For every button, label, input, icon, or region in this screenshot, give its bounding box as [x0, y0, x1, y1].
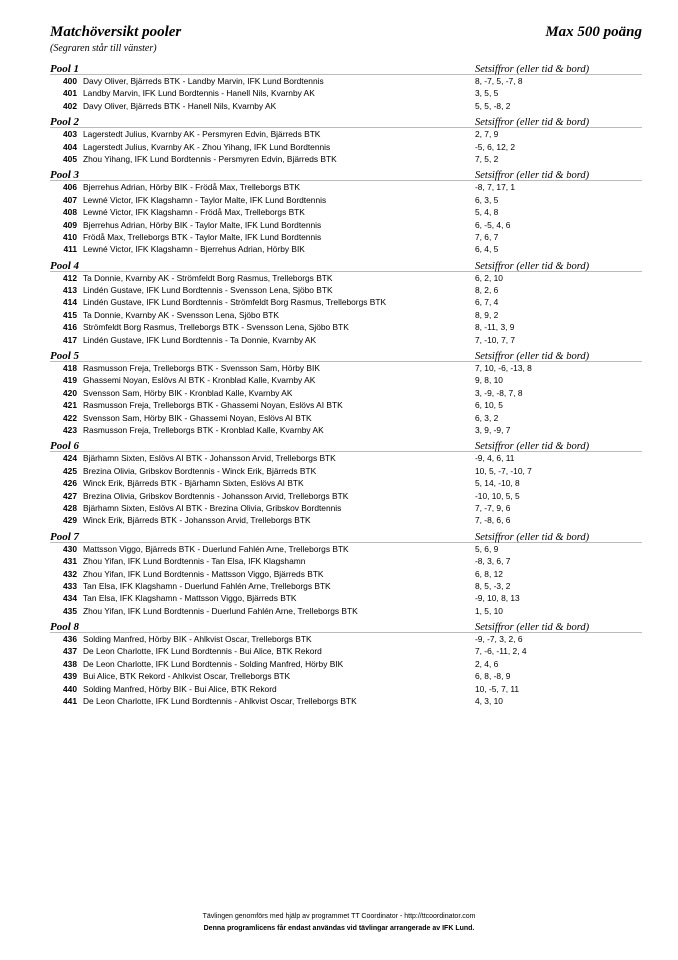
match-row: [50, 321, 642, 333]
pool-header: [50, 349, 642, 362]
match-number: 437: [63, 646, 77, 657]
match-number: 435: [63, 605, 77, 616]
match-number: 424: [63, 453, 77, 464]
match-players: Tan Elsa, IFK Klagshamn - Mattsson Viggo, Bjärreds BTK: [83, 593, 297, 604]
match-number: 405: [63, 153, 77, 164]
match-players: De Leon Charlotte, IFK Lund Bordtennis - Bui Alice, BTK Rekord: [83, 646, 322, 657]
match-score: 8, 5, -3, 2: [475, 580, 511, 591]
match-row: [50, 272, 642, 284]
results-column-header: Setsiffror (eller tid & bord): [475, 351, 590, 363]
match-row: [50, 514, 642, 526]
pool-name: Pool 6: [50, 440, 80, 453]
match-row: [50, 219, 642, 231]
results-column-header: Setsiffror (eller tid & bord): [475, 531, 590, 543]
match-number: 419: [63, 375, 77, 386]
match-row: [50, 465, 642, 477]
match-players: Bjärhamn Sixten, Eslövs AI BTK - Brezina Olivia, Gribskov Bordtennis: [83, 502, 342, 513]
match-players: Lindén Gustave, IFK Lund Bordtennis - Ta Donnie, Kvarnby AK: [83, 334, 317, 345]
match-score: 10, 5, -7, -10, 7: [475, 465, 532, 476]
pool-header: [50, 62, 642, 75]
match-score: 8, -11, 3, 9: [475, 322, 515, 333]
match-score: 1, 5, 10: [475, 605, 503, 616]
pool-name: Pool 2: [50, 116, 80, 129]
match-number: 407: [63, 194, 77, 205]
match-row: [50, 592, 642, 604]
match-score: 9, 8, 10: [475, 375, 503, 386]
match-players: Bjärhamn Sixten, Eslövs AI BTK - Johansson Arvid, Trelleborgs BTK: [83, 453, 336, 464]
match-players: Lindén Gustave, IFK Lund Bordtennis - Strömfeldt Borg Rasmus, Trelleborgs BTK: [83, 297, 387, 308]
page-subtitle: (Segraren står till vänster): [50, 43, 157, 54]
match-score: -9, 4, 6, 11: [475, 453, 515, 464]
match-row: [50, 633, 642, 645]
match-row: [50, 362, 642, 374]
match-number: 418: [63, 363, 77, 374]
match-score: 5, 14, -10, 8: [475, 478, 520, 489]
match-number: 417: [63, 334, 77, 345]
match-row: [50, 206, 642, 218]
match-number: 425: [63, 465, 77, 476]
match-number: 422: [63, 412, 77, 423]
match-score: 6, 7, 4: [475, 297, 499, 308]
match-score: 6, 2, 10: [475, 272, 503, 283]
match-row: [50, 374, 642, 386]
match-score: 3, 5, 5: [475, 88, 499, 99]
match-number: 439: [63, 671, 77, 682]
match-players: Solding Manfred, Hörby BIK - Bui Alice, BTK Rekord: [83, 683, 277, 694]
match-score: 6, 4, 5: [475, 244, 499, 255]
match-number: 441: [63, 696, 77, 707]
match-score: 6, 8, 12: [475, 568, 503, 579]
match-row: [50, 568, 642, 580]
match-number: 428: [63, 502, 77, 513]
match-score: 6, 8, -8, 9: [475, 671, 511, 682]
pool-header: [50, 530, 642, 543]
match-players: Svensson Sam, Hörby BIK - Ghassemi Noyan, Eslövs AI BTK: [83, 412, 312, 423]
match-score: 7, -6, -11, 2, 4: [475, 646, 527, 657]
match-row: [50, 670, 642, 682]
results-column-header: Setsiffror (eller tid & bord): [475, 170, 590, 182]
pool-header: [50, 439, 642, 452]
match-number: 440: [63, 683, 77, 694]
match-row: [50, 100, 642, 112]
pool-header: [50, 620, 642, 633]
match-row: [50, 658, 642, 670]
match-score: 4, 3, 10: [475, 696, 503, 707]
match-players: Lewné Victor, IFK Klagshamn - Taylor Malte, IFK Lund Bordtennis: [83, 194, 327, 205]
match-row: [50, 243, 642, 255]
results-column-header: Setsiffror (eller tid & bord): [475, 441, 590, 453]
match-players: Bjerrehus Adrian, Hörby BIK - Frödå Max, Trelleborgs BTK: [83, 182, 300, 193]
match-number: 421: [63, 400, 77, 411]
page-title: Matchöversikt pooler: [50, 24, 182, 40]
match-players: Ghassemi Noyan, Eslövs AI BTK - Kronblad Kalle, Kvarnby AK: [83, 375, 316, 386]
results-column-header: Setsiffror (eller tid & bord): [475, 260, 590, 272]
pool-name: Pool 5: [50, 350, 80, 363]
match-number: 423: [63, 424, 77, 435]
match-score: 3, -9, -8, 7, 8: [475, 387, 523, 398]
match-players: De Leon Charlotte, IFK Lund Bordtennis - Ahlkvist Oscar, Trelleborgs BTK: [83, 696, 357, 707]
results-column-header: Setsiffror (eller tid & bord): [475, 64, 590, 75]
match-number: 420: [63, 387, 77, 398]
match-players: Rasmusson Freja, Trelleborgs BTK - Svensson Sam, Hörby BIK: [83, 363, 320, 374]
match-row: [50, 477, 642, 489]
match-score: 10, -5, 7, 11: [475, 683, 520, 694]
match-players: Mattsson Viggo, Bjärreds BTK - Duerlund Fahlén Arne, Trelleborgs BTK: [83, 543, 349, 554]
match-players: Davy Oliver, Bjärreds BTK - Hanell Nils, Kvarnby AK: [83, 100, 277, 111]
match-row: [50, 580, 642, 592]
match-players: Ta Donnie, Kvarnby AK - Svensson Lena, Sjöbo BTK: [83, 309, 279, 320]
pool-name: Pool 4: [50, 259, 80, 272]
match-players: Lindén Gustave, IFK Lund Bordtennis - Svensson Lena, Sjöbo BTK: [83, 285, 333, 296]
match-players: Winck Erik, Bjärreds BTK - Bjärhamn Sixten, Eslövs AI BTK: [83, 478, 304, 489]
match-row: [50, 194, 642, 206]
match-row: [50, 87, 642, 99]
match-number: 413: [63, 285, 77, 296]
match-players: Bui Alice, BTK Rekord - Ahlkvist Oscar, Trelleborgs BTK: [83, 671, 291, 682]
match-number: 402: [63, 100, 77, 111]
match-players: Lagerstedt Julius, Kvarnby AK - Zhou Yihang, IFK Lund Bordtennis: [83, 141, 331, 152]
match-score: 6, -5, 4, 6: [475, 219, 511, 230]
match-row: [50, 296, 642, 308]
match-players: Bjerrehus Adrian, Hörby BIK - Taylor Malte, IFK Lund Bordtennis: [83, 219, 322, 230]
match-score: 7, 6, 7: [475, 231, 499, 242]
match-row: [50, 231, 642, 243]
match-score: 8, 9, 2: [475, 309, 499, 320]
pool-header: [50, 259, 642, 272]
match-number: 408: [63, 207, 77, 218]
match-players: Tan Elsa, IFK Klagshamn - Duerlund Fahlén Arne, Trelleborgs BTK: [83, 580, 331, 591]
match-number: 404: [63, 141, 77, 152]
pool-header: [50, 115, 642, 128]
match-score: -5, 6, 12, 2: [475, 141, 516, 152]
match-row: [50, 555, 642, 567]
match-score: 2, 4, 6: [475, 658, 499, 669]
match-number: 411: [63, 244, 77, 255]
match-number: 410: [63, 231, 77, 242]
match-players: Lewné Victor, IFK Klagshamn - Frödå Max, Trelleborgs BTK: [83, 207, 305, 218]
match-number: 430: [63, 543, 77, 554]
match-row: [50, 543, 642, 555]
match-number: 406: [63, 182, 77, 193]
results-column-header: Setsiffror (eller tid & bord): [475, 622, 590, 634]
match-row: [50, 128, 642, 140]
match-players: Zhou Yifan, IFK Lund Bordtennis - Duerlund Fahlén Arne, Trelleborgs BTK: [83, 605, 358, 616]
match-players: Solding Manfred, Hörby BIK - Ahlkvist Oscar, Trelleborgs BTK: [83, 634, 312, 645]
footer-license-note: Denna programlicens får endast användas vid tävlingar arrangerade av IFK Lund.: [203, 925, 475, 932]
match-number: 409: [63, 219, 77, 230]
match-number: 436: [63, 634, 77, 645]
match-number: 414: [63, 297, 77, 308]
match-number: 416: [63, 322, 77, 333]
pool-header: [50, 168, 642, 181]
match-number: 426: [63, 478, 77, 489]
match-row: [50, 424, 642, 436]
match-players: Rasmusson Freja, Trelleborgs BTK - Ghassemi Noyan, Eslövs AI BTK: [83, 400, 343, 411]
pool-list: [50, 59, 642, 707]
match-players: Frödå Max, Trelleborgs BTK - Taylor Malte, IFK Lund Bordtennis: [83, 231, 322, 242]
match-row: [50, 645, 642, 657]
pool-name: Pool 3: [50, 169, 80, 182]
match-score: 5, 4, 8: [475, 207, 499, 218]
match-players: Rasmusson Freja, Trelleborgs BTK - Kronblad Kalle, Kvarnby AK: [83, 424, 324, 435]
match-score: 7, 5, 2: [475, 153, 499, 164]
match-players: Strömfeldt Borg Rasmus, Trelleborgs BTK - Svensson Lena, Sjöbo BTK: [83, 322, 349, 333]
match-row: [50, 181, 642, 193]
match-row: [50, 695, 642, 707]
match-players: Svensson Sam, Hörby BIK - Kronblad Kalle, Kvarnby AK: [83, 387, 293, 398]
pool-name: Pool 7: [50, 530, 80, 543]
match-score: 7, -8, 6, 6: [475, 515, 511, 526]
match-score: 7, -7, 9, 6: [475, 502, 511, 513]
match-number: 403: [63, 129, 77, 140]
match-score: 7, -10, 7, 7: [475, 334, 516, 345]
match-row: [50, 387, 642, 399]
match-players: De Leon Charlotte, IFK Lund Bordtennis - Solding Manfred, Hörby BIK: [83, 658, 344, 669]
match-row: [50, 412, 642, 424]
match-row: [50, 141, 642, 153]
match-players: Winck Erik, Bjärreds BTK - Johansson Arvid, Trelleborgs BTK: [83, 515, 311, 526]
match-number: 429: [63, 515, 77, 526]
match-score: -10, 10, 5, 5: [475, 490, 520, 501]
match-players: Brezina Olivia, Gribskov Bordtennis - Winck Erik, Bjärreds BTK: [83, 465, 317, 476]
match-score: 5, 5, -8, 2: [475, 100, 511, 111]
match-score: 8, 2, 6: [475, 285, 499, 296]
pool-name: Pool 1: [50, 63, 80, 75]
max-points: Max 500 poäng: [545, 24, 642, 40]
match-score: 3, 9, -9, 7: [475, 424, 511, 435]
match-number: 431: [63, 556, 77, 567]
match-players: Lewné Victor, IFK Klagshamn - Bjerrehus Adrian, Hörby BIK: [83, 244, 305, 255]
match-row: [50, 502, 642, 514]
match-score: -9, 10, 8, 13: [475, 593, 520, 604]
match-players: Landby Marvin, IFK Lund Bordtennis - Hanell Nils, Kvarnby AK: [83, 88, 315, 99]
match-score: -8, 3, 6, 7: [475, 556, 511, 567]
match-score: 5, 6, 9: [475, 543, 499, 554]
match-score: 6, 3, 5: [475, 194, 499, 205]
match-players: Zhou Yifan, IFK Lund Bordtennis - Mattsson Viggo, Bjärreds BTK: [83, 568, 324, 579]
results-column-header: Setsiffror (eller tid & bord): [475, 117, 590, 129]
match-row: [50, 490, 642, 502]
match-row: [50, 153, 642, 165]
match-score: 6, 10, 5: [475, 400, 503, 411]
footer-software-note: Tävlingen genomförs med hjälp av programmet TT Coordinator - http://ttcoordinator.com: [202, 913, 476, 920]
match-score: 7, 10, -6, -13, 8: [475, 363, 532, 374]
match-row: [50, 284, 642, 296]
match-number: 438: [63, 658, 77, 669]
match-number: 427: [63, 490, 77, 501]
match-row: [50, 683, 642, 695]
match-players: Davy Oliver, Bjärreds BTK - Landby Marvin, IFK Lund Bordtennis: [83, 76, 324, 86]
match-players: Lagerstedt Julius, Kvarnby AK - Persmyren Edvin, Bjärreds BTK: [83, 129, 321, 140]
match-score: -9, -7, 3, 2, 6: [475, 634, 523, 645]
match-number: 434: [63, 593, 77, 604]
match-row: [50, 334, 642, 346]
match-number: 433: [63, 580, 77, 591]
match-score: 6, 3, 2: [475, 412, 499, 423]
match-row: [50, 605, 642, 617]
match-number: 401: [63, 88, 77, 99]
match-row: [50, 452, 642, 464]
match-score: 8, -7, 5, -7, 8: [475, 76, 523, 86]
match-row: [50, 75, 642, 87]
match-row: [50, 399, 642, 411]
match-score: 2, 7, 9: [475, 129, 499, 140]
match-players: Ta Donnie, Kvarnby AK - Strömfeldt Borg Rasmus, Trelleborgs BTK: [83, 272, 333, 283]
match-number: 432: [63, 568, 77, 579]
match-players: Zhou Yifan, IFK Lund Bordtennis - Tan Elsa, IFK Klagshamn: [83, 556, 306, 567]
match-row: [50, 309, 642, 321]
match-score: -8, 7, 17, 1: [475, 182, 516, 193]
match-number: 412: [63, 272, 77, 283]
match-number: 415: [63, 309, 77, 320]
match-number: 400: [63, 76, 77, 86]
match-players: Brezina Olivia, Gribskov Bordtennis - Johansson Arvid, Trelleborgs BTK: [83, 490, 349, 501]
pool-name: Pool 8: [50, 621, 80, 634]
match-players: Zhou Yihang, IFK Lund Bordtennis - Persmyren Edvin, Bjärreds BTK: [83, 153, 337, 164]
